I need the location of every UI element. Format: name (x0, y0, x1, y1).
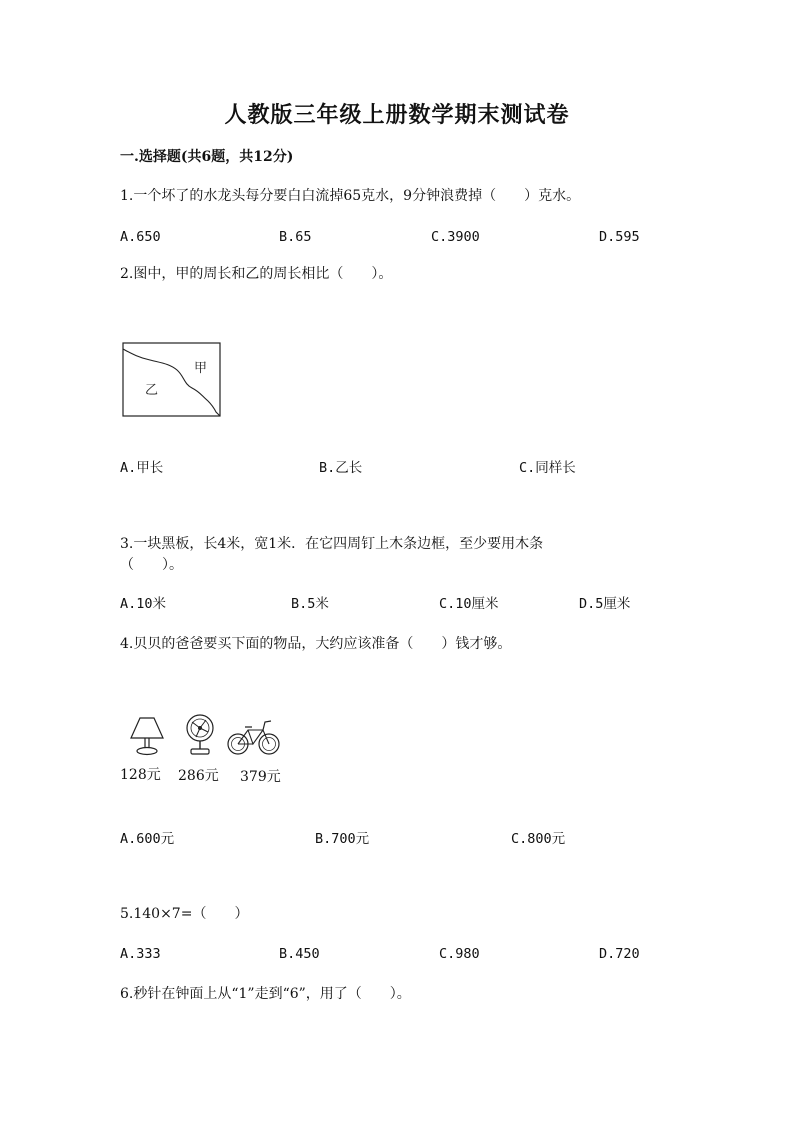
figure-rectangle (123, 343, 220, 416)
question-5-option-b[interactable]: B.450 (279, 946, 320, 962)
question-5-option-d[interactable]: D.720 (599, 946, 640, 962)
question-5-option-a[interactable]: A.333 (120, 946, 161, 962)
question-3-text-line2: （ ）。 (120, 557, 183, 573)
fan-icon-svg (182, 713, 218, 757)
question-4-option-b[interactable]: B.700元 (315, 831, 370, 847)
question-4-option-c[interactable]: C.800元 (511, 831, 566, 847)
question-1-option-b[interactable]: B.65 (279, 229, 312, 245)
question-3-text-line1: 3.一块黑板，长4米，宽1米．在它四周钉上木条边框，至少要用木条 (120, 536, 544, 552)
fan-price: 286元 (178, 768, 219, 784)
question-1-option-a[interactable]: A.650 (120, 229, 161, 245)
dividing-curve (123, 349, 220, 416)
lamp-icon (128, 716, 166, 756)
lamp-price: 128元 (120, 767, 161, 783)
question-1-option-d[interactable]: D.595 (599, 229, 640, 245)
question-2-text: 2.图中，甲的周长和乙的周长相比（ ）。 (120, 266, 393, 282)
question-5-text: 5.140×7=（ ） (120, 906, 249, 922)
perimeter-figure (122, 342, 222, 418)
bicycle-price: 379元 (240, 769, 281, 785)
question-3-option-a[interactable]: A.10米 (120, 596, 167, 612)
bicycle-icon-svg (226, 716, 282, 758)
question-6-text: 6.秒针在钟面上从“1”走到“6”，用了（ ）。 (120, 986, 411, 1002)
question-2-option-a[interactable]: A.甲长 (120, 460, 164, 476)
question-4-text: 4.贝贝的爸爸要买下面的物品，大约应该准备（ ）钱才够。 (120, 636, 512, 652)
fan-icon (182, 713, 218, 757)
section-heading: 一.选择题(共6题，共12分) (120, 149, 294, 165)
bicycle-icon (226, 716, 282, 758)
perimeter-figure-svg (122, 342, 222, 418)
lamp-icon-svg (128, 716, 166, 756)
page-title: 人教版三年级上册数学期末测试卷 (224, 102, 570, 128)
region-yi-label: 乙 (145, 383, 159, 398)
region-jia-label: 甲 (194, 361, 208, 376)
question-3-option-d[interactable]: D.5厘米 (579, 596, 631, 612)
question-1-text: 1.一个坏了的水龙头每分要白白流掉65克水，9分钟浪费掉（ ）克水。 (120, 188, 581, 204)
question-4-option-a[interactable]: A.600元 (120, 831, 175, 847)
question-3-option-b[interactable]: B.5米 (291, 596, 329, 612)
question-2-option-c[interactable]: C.同样长 (519, 460, 576, 476)
question-3-option-c[interactable]: C.10厘米 (439, 596, 499, 612)
question-5-option-c[interactable]: C.980 (439, 946, 480, 962)
question-1-option-c[interactable]: C.3900 (431, 229, 480, 245)
question-2-option-b[interactable]: B.乙长 (319, 460, 363, 476)
